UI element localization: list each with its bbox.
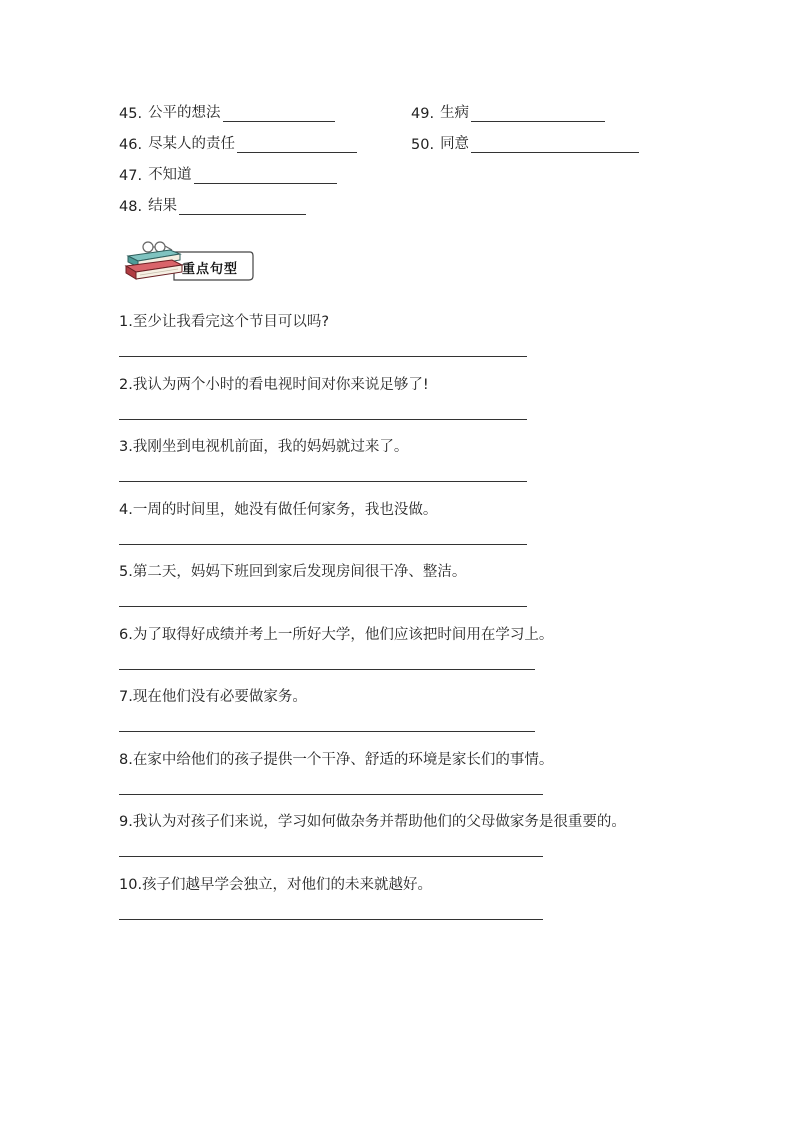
question-item xyxy=(119,810,699,873)
answer-blank[interactable] xyxy=(237,136,357,153)
question-text: 5.第二天，妈妈下班回到家后发现房间很干净、整洁。 xyxy=(119,564,467,580)
question-text: 4.一周的时间里，她没有做任何家务，我也没做。 xyxy=(119,501,438,518)
answer-line[interactable] xyxy=(119,544,527,545)
question-text: 6.为了取得好成绩并考上一所好大学，他们应该把时间用在学习上。 xyxy=(119,626,554,643)
item-label: 生病 xyxy=(440,105,470,121)
vocab-row xyxy=(119,101,679,132)
item-number: 45. xyxy=(119,106,143,122)
answer-line[interactable] xyxy=(119,919,543,920)
question-text: 3.我刚坐到电视机前面，我的妈妈就过来了。 xyxy=(119,439,409,455)
answer-blank[interactable] xyxy=(179,198,306,215)
item-label: 不知道 xyxy=(148,167,192,183)
question-item xyxy=(119,873,699,936)
vocab-item-49 xyxy=(411,101,605,122)
vocab-item-47 xyxy=(119,163,337,184)
item-number: 47. xyxy=(119,168,143,184)
answer-blank[interactable] xyxy=(471,105,605,122)
vocab-item-50 xyxy=(411,132,639,153)
answer-blank[interactable] xyxy=(471,136,639,153)
answer-line[interactable] xyxy=(119,356,527,357)
answer-line[interactable] xyxy=(119,856,543,857)
vocab-row xyxy=(119,132,679,163)
answer-line[interactable] xyxy=(119,731,535,732)
item-number: 46. xyxy=(119,137,143,153)
question-text: 9.我认为对孩子们来说，学习如何做杂务并帮助他们的父母做家务是很重要的。 xyxy=(119,814,626,830)
answer-line[interactable] xyxy=(119,669,535,670)
question-item xyxy=(119,373,699,436)
question-text: 2.我认为两个小时的看电视时间对你来说足够了! xyxy=(119,376,429,393)
question-item xyxy=(119,560,699,623)
answer-line[interactable] xyxy=(119,419,527,420)
question-item xyxy=(119,623,699,686)
question-text: 1.至少让我看完这个节目可以吗? xyxy=(119,314,330,330)
item-label: 公平的想法 xyxy=(148,105,221,121)
vocab-row xyxy=(119,163,679,194)
answer-line[interactable] xyxy=(119,794,543,795)
answer-line[interactable] xyxy=(119,606,527,607)
question-text: 8.在家中给他们的孩子提供一个干净、舒适的环境是家长们的事情。 xyxy=(119,751,554,768)
answer-blank[interactable] xyxy=(194,167,337,184)
question-item xyxy=(119,498,699,561)
vocab-item-45 xyxy=(119,101,335,122)
answer-blank[interactable] xyxy=(223,105,335,122)
item-label: 尽某人的责任 xyxy=(148,136,236,152)
questions-list xyxy=(119,310,699,935)
question-item xyxy=(119,435,699,498)
vocab-row xyxy=(119,194,679,225)
item-number: 48. xyxy=(119,199,143,215)
question-item xyxy=(119,748,699,811)
item-number: 50. xyxy=(411,137,435,153)
vocab-item-48 xyxy=(119,194,306,215)
question-item xyxy=(119,685,699,748)
vocab-item-46 xyxy=(119,132,357,153)
item-label: 结果 xyxy=(148,198,178,214)
item-number: 49. xyxy=(411,106,435,122)
item-label: 同意 xyxy=(440,136,470,152)
question-text: 10.孩子们越早学会独立，对他们的未来就越好。 xyxy=(119,876,433,893)
answer-line[interactable] xyxy=(119,481,527,482)
section-title: 重点句型 xyxy=(182,262,239,277)
vocab-section xyxy=(119,101,679,225)
question-item xyxy=(119,310,699,373)
question-text: 7.现在他们没有必要做家务。 xyxy=(119,689,307,705)
